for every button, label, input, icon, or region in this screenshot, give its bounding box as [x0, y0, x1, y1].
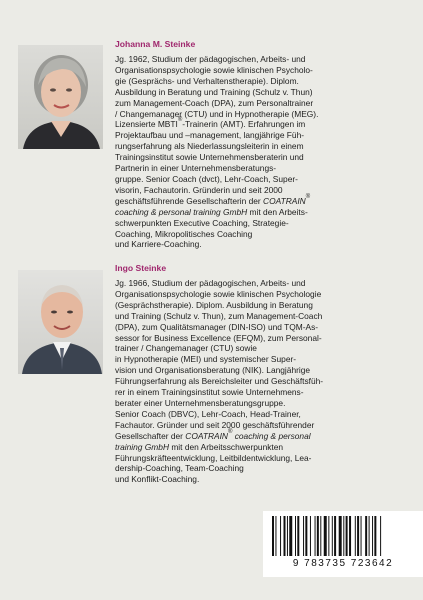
barcode-bar [303, 516, 304, 556]
isbn-barcode [263, 511, 423, 577]
barcode-bar [332, 516, 333, 556]
barcode-bar [374, 516, 376, 556]
bio-line: / Changemanager (CTU) und in Hypnotherapie (MEG). [115, 108, 319, 119]
bio-line: rer in einem Trainingsinstitut sowie Unternehmens- [115, 387, 304, 398]
barcode-number: 9 783735 723642 [292, 558, 394, 569]
bio-line: berater einer Unternehmensberatungsgruppe. [115, 397, 286, 408]
person-name: Johanna M. Steinke [115, 39, 196, 49]
barcode-bar [295, 516, 296, 556]
barcode-bar [355, 516, 356, 556]
bio-line: Trainingsinstitut sowie Unternehmensberaterin und [115, 152, 304, 163]
barcode-bar [289, 516, 292, 556]
barcode-bar [287, 516, 288, 556]
registered-mark: ® [227, 428, 233, 435]
bio-line: in Hypnotherapie (MEI) und systemischer Super- [115, 354, 297, 365]
bio-line: Ausbildung in Beratung und Training (Schulz v. Thun) [115, 86, 313, 97]
barcode-bar [317, 516, 319, 556]
bio-line: dership-Coaching, Team-Coaching [115, 463, 244, 474]
barcode-bar [272, 516, 274, 556]
bio-line: coaching & personal training GmbH mit den Arbeits- [115, 206, 308, 217]
bio-line: training GmbH mit den Arbeitsschwerpunkten [115, 441, 284, 452]
bio-line: sessor for Business Excellence (EFQM), zum Personal- [115, 332, 322, 343]
bio-line: schwerpunkten Executive Coaching, Strategie- [115, 217, 289, 228]
bio-line: Partnerin in einer Unternehmensberatungs- [115, 163, 277, 174]
registered-mark: ® [177, 117, 183, 124]
portrait-photo-ingo [18, 270, 103, 374]
barcode-bar [275, 516, 276, 556]
bio-line: Coaching, Mikropolitisches Coaching [115, 228, 253, 239]
bio-line: Organisationspsychologie sowie klinischen Psycholo- [115, 64, 313, 75]
barcode-bar [324, 516, 327, 556]
barcode-bar [297, 516, 299, 556]
barcode-bar [334, 516, 336, 556]
bio-line: Führungserfahrung als Bereichsleiter und Geschäftsfüh- [115, 376, 324, 387]
bio-line: Führungskräfteentwicklung, Leitbildentwicklung, Lea- [115, 452, 312, 463]
bio-line: gruppe. Senior Coach (dvct), Lehr-Coach, Super- [115, 173, 298, 184]
barcode-bar [284, 516, 286, 556]
bio-line: visorin, Fachautorin. Gründerin und seit 2000 [115, 184, 283, 195]
bio-line: zum Management-Coach (DPA), zum Personaltrainer [115, 97, 314, 108]
barcode-bar [305, 516, 307, 556]
bio-line: gie (Gesprächs- und Verhaltenstherapie). Diplom. [115, 75, 299, 86]
barcode-bar [361, 516, 362, 556]
barcode-bar [339, 516, 342, 556]
barcode-bar [315, 516, 316, 556]
barcode-bar [328, 516, 329, 556]
barcode-bar [369, 516, 370, 556]
bio-line: und Konflikt-Coaching. [115, 474, 200, 485]
barcode-bar [280, 516, 281, 556]
bio-johanna [115, 39, 405, 250]
bio-line: Senior Coach (DBVC), Lehr-Coach, Head-Trainer, [115, 408, 301, 419]
bio-line: (DPA), zum Qualitätsmanager (DIN-ISO) und TQM-As- [115, 321, 319, 332]
bio-line: vision und Organisationsberatung (NIK). Langjährige [115, 365, 311, 376]
bio-line: Projektaufbau und –management, langjährige Füh- [115, 130, 305, 141]
bio-line: geschäftsführende Gesellschafterin der COATRAIN® [115, 193, 311, 206]
barcode-bar [349, 516, 351, 556]
bio-line: Gesellschafter der COATRAIN® coaching & personal [115, 428, 311, 441]
bio-line: rungserfahrung als Niederlassungsleiterin in einem [115, 141, 304, 152]
portrait-photo-johanna [18, 45, 103, 149]
bio-line: (Gesprächstherapie). Diplom. Ausbildung in Beratung [115, 299, 313, 310]
bio-line: und Karriere-Coaching. [115, 239, 202, 250]
person-name: Ingo Steinke [115, 263, 167, 273]
barcode-bar [365, 516, 367, 556]
barcode-bar [320, 516, 321, 556]
bio-line: Jg. 1962, Studium der pädagogischen, Arbeits- und [115, 54, 306, 64]
barcode-bar [357, 516, 359, 556]
bio-line: Organisationspsychologie sowie klinischen Psychologie [115, 288, 322, 299]
bio-line: Fachautor. Gründer und seit 2000 geschäftsführender [115, 419, 315, 430]
bio-line: Jg. 1966, Studium der pädagogischen, Arbeits- und [115, 278, 306, 288]
bio-line: und Training (Schulz v. Thun), zum Management-Coach [115, 310, 323, 321]
barcode-bar [343, 516, 344, 556]
registered-mark: ® [305, 193, 311, 200]
barcode-bars [272, 516, 414, 560]
barcode-bar [310, 516, 311, 556]
bio-line: trainer / Changemanager (CTU) sowie [115, 343, 257, 354]
barcode-bar [346, 516, 348, 556]
barcode-bar [372, 516, 373, 556]
bio-line: Lizensierte MBTI®-Trainerin (AMT). Erfahrungen im [115, 117, 306, 130]
bio-ingo [115, 263, 405, 485]
barcode-bar [380, 516, 381, 556]
